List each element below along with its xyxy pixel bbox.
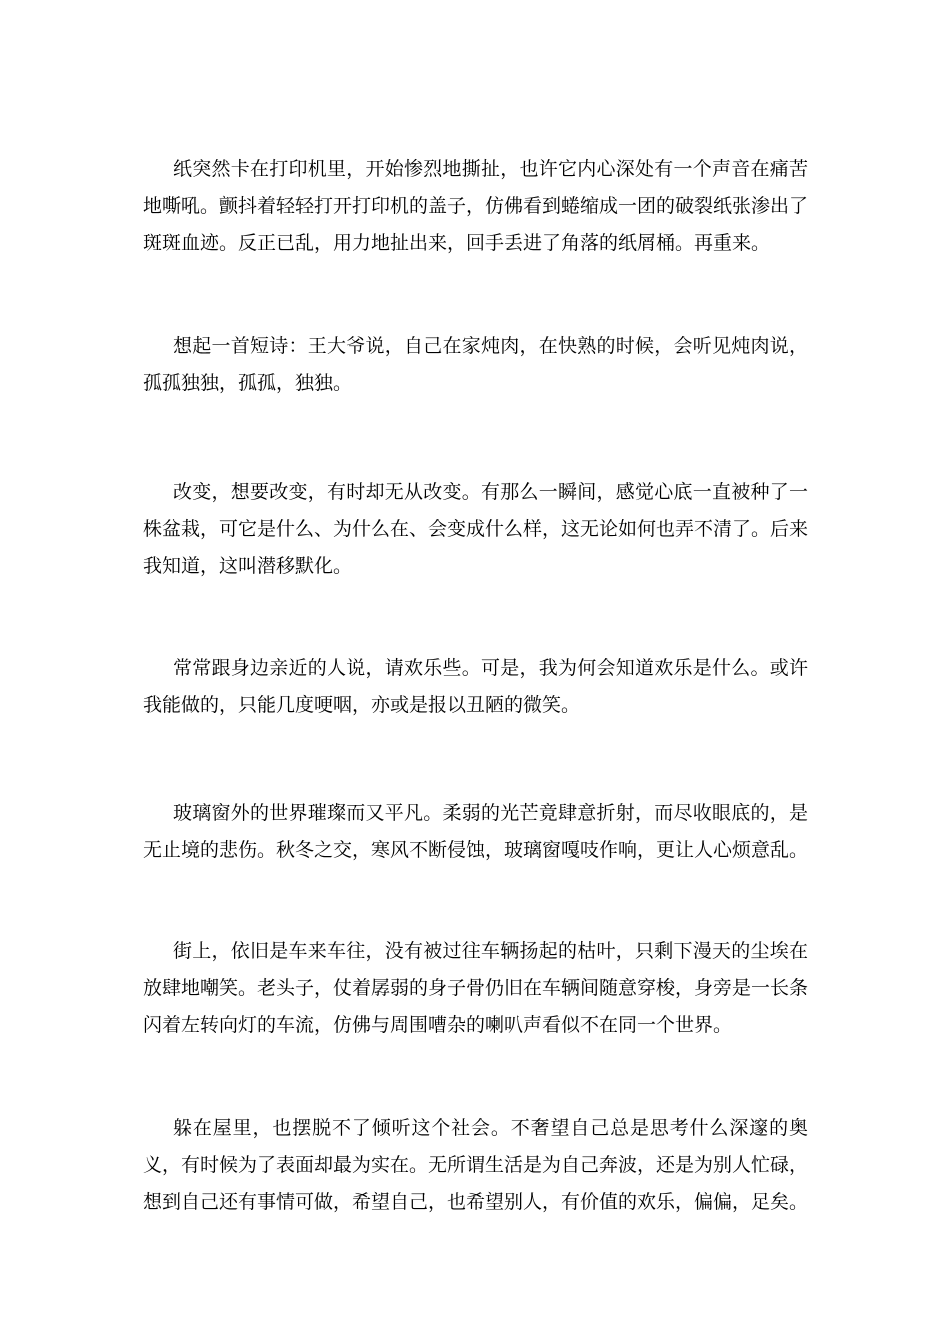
paragraph-happiness: 常常跟身边亲近的人说，请欢乐些。可是，我为何会知道欢乐是什么。或许我能做的，只能几度哽咽，亦或是报以丑陋的微笑。 [143,657,808,716]
paragraph-change: 改变，想要改变，有时却无从改变。有那么一瞬间，感觉心底一直被种了一株盆栽，可它是什么、为什么在、会变成什么样，这无论如何也弄不清了。后来我知道，这叫潜移默化。 [143,481,809,577]
paragraph-street: 街上，依旧是车来车往，没有被过往车辆扬起的枯叶，只剩下漫天的尘埃在放肆地嘲笑。老头子，仗着孱弱的身子骨仍旧在车辆间随意穿梭，身旁是一长条闪着左转向灯的车流，仿佛与周围嘈杂的喇叭声看似不在同一个世界。 [143,940,809,1036]
paragraph-printer-jam: 纸突然卡在打印机里，开始惨烈地撕扯，也许它内心深处有一个声音在痛苦地嘶吼。颤抖着轻轻打开打印机的盖子，仿佛看到蜷缩成一团的破裂纸张渗出了斑斑血迹。反正已乱，用力地扯出来，回手丢进了角落的纸屑桶。再重来。 [143,158,809,254]
paragraph-indoors: 躲在屋里，也摆脱不了倾听这个社会。不奢望自己总是思考什么深邃的奥义，有时候为了表面却最为实在。无所谓生活是为自己奔波，还是为别人忙碌，想到自己还有事情可做，希望自己，也希望别人，有价值的欢乐，偏偏，足矣。 [143,1117,809,1213]
paragraph-short-poem: 想起一首短诗：王大爷说，自己在家炖肉，在快熟的时候，会听见炖肉说，孤孤独独，孤孤，独独。 [143,335,808,394]
paragraph-window: 玻璃窗外的世界璀璨而又平凡。柔弱的光芒竟肆意折射，而尽收眼底的，是无止境的悲伤。秋冬之交，寒风不断侵蚀，玻璃窗嘎吱作响，更让人心烦意乱。 [143,802,809,861]
